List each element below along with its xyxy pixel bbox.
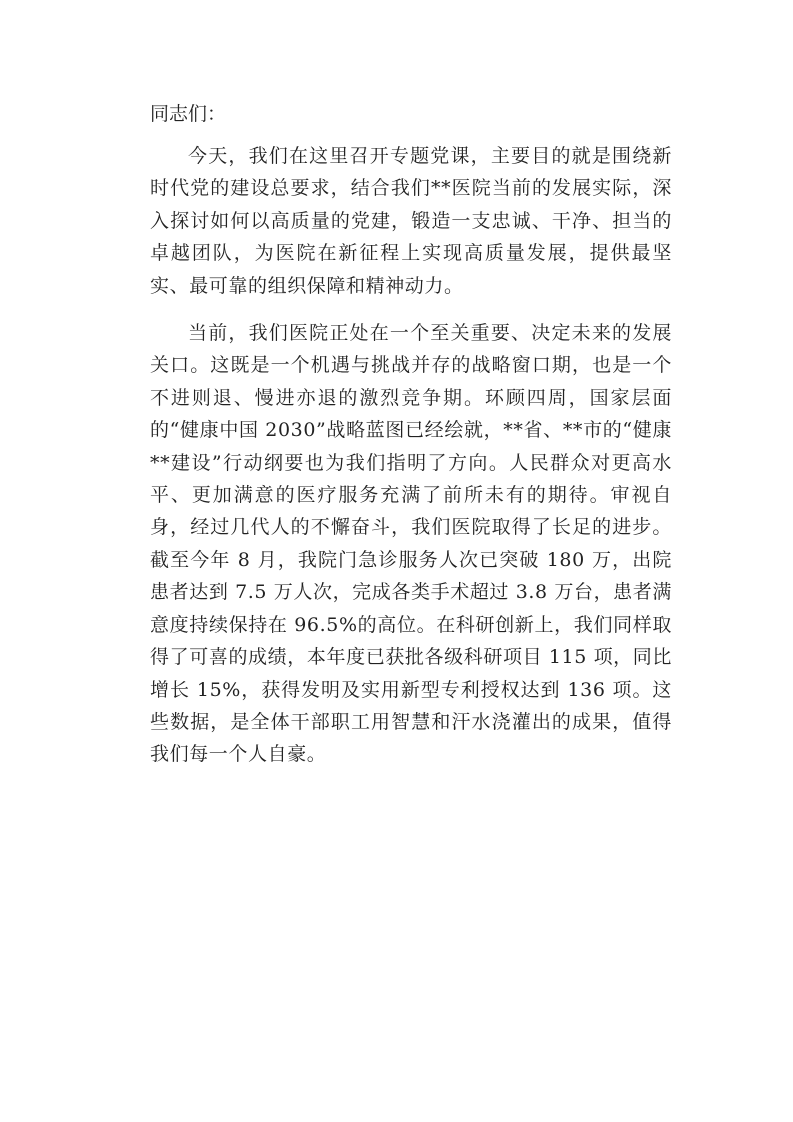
document-page (150, 98, 672, 786)
paragraph-1: 今天，我们在这里召开专题党课，主要目的就是围绕新时代党的建设总要求，结合我们**医院当前的发展实际，深入探讨如何以高质量的党建，锻造一支忠诚、干净、担当的卓越团队，为医院在新征程上实现高质量发展，提供最坚实、最可靠的组织保障和精神动力。 (150, 145, 672, 297)
paragraph-2: 当前，我们医院正处在一个至关重要、决定未来的发展关口。这既是一个机遇与挑战并存的战略窗口期，也是一个不进则退、慢进亦退的激烈竞争期。环顾四周，国家层面的“健康中国 2030”战略蓝图已经绘就，**省、**市的“健康**建设”行动纲要也为我们指明了方向。人民群众对更高水平、更加满意的医疗服务充满了前所未有的期待。审视自身，经过几代人的不懈奋斗，我们医院取得了长足的进步。截至今年 8 月，我院门急诊服务人次已突破 180 万，出院患者达到 7.5 万人次，完成各类手术超过 3.8 万台，患者满意度持续保持在 96.5%的高位。在科研创新上，我们同样取得了可喜的成绩，本年度已获批各级科研项目 115 项，同比增长 15%，获得发明及实用新型专利授权达到 136 项。这些数据，是全体干部职工用智慧和汗水浇灌出的成果，值得我们每一个人自豪。 (150, 322, 672, 766)
salutation: 同志们： (150, 103, 227, 125)
